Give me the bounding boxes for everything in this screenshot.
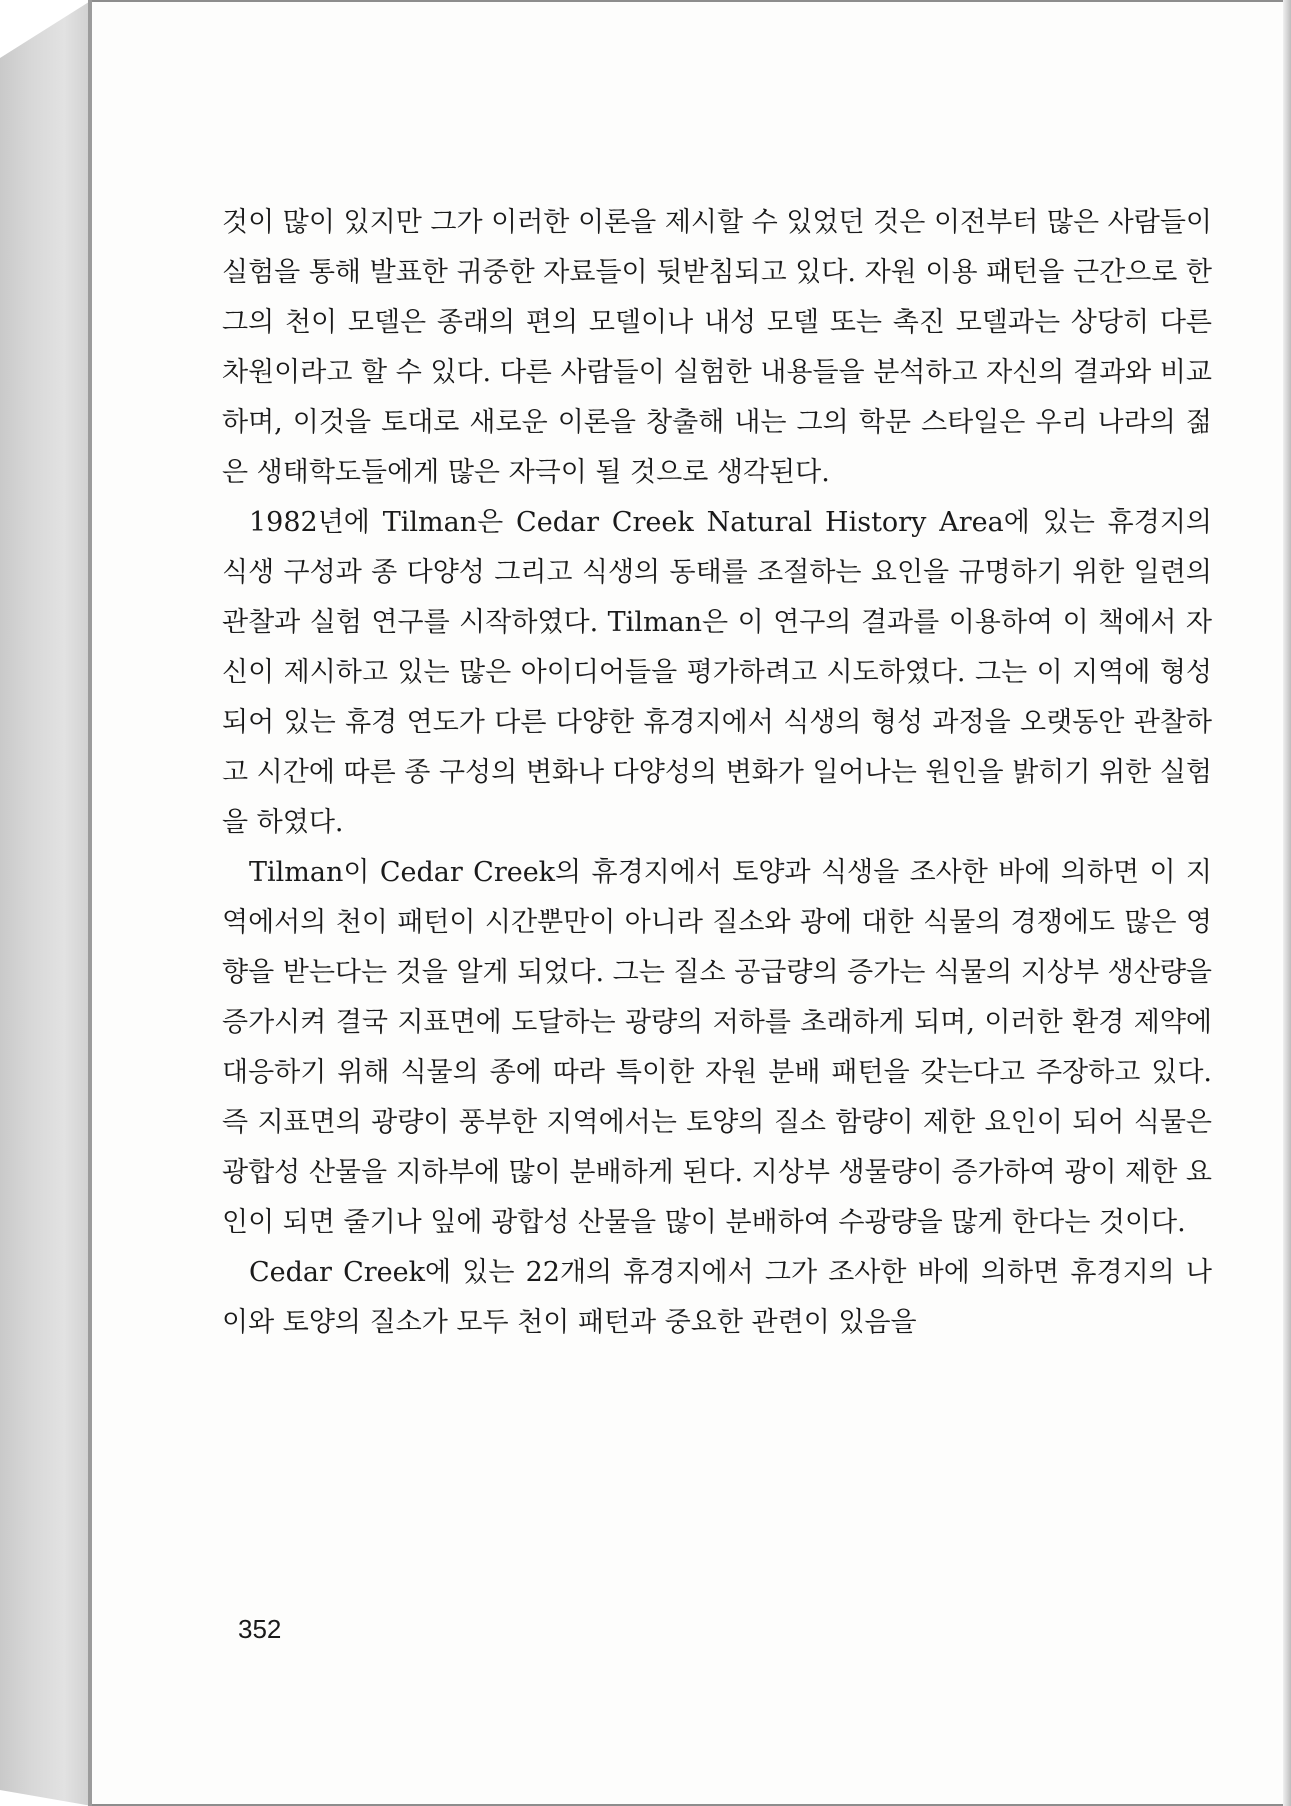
book-spine — [0, 0, 92, 1806]
page-right-edge — [1283, 0, 1291, 1806]
paragraph-1: 것이 많이 있지만 그가 이러한 이론을 제시할 수 있었던 것은 이전부터 많은 사람들이 실험을 통해 발표한 귀중한 자료들이 뒷받침되고 있다. 자원 이용 패턴을 근간으로 한 그의 천이 모델은 종래의 편의 모델이나 내성 모델 또는 촉진 모델과는 상당히 다른 차원이라고 할 수 있다. 다른 사람들이 실험한 내용들을 분석하고 자신의 결과와 비교하며, 이것을 토대로 새로운 이론을 창출해 내는 그의 학문 스타일은 우리 나라의 젊은 생태학도들에게 많은 자극이 될 것으로 생각된다. — [222, 207, 1212, 488]
paragraph-3: Tilman이 Cedar Creek의 휴경지에서 토양과 식생을 조사한 바에 의하면 이 지역에서의 천이 패턴이 시간뿐만이 아니라 질소와 광에 대한 식물의 경쟁에도 많은 영향을 받는다는 것을 알게 되었다. 그는 질소 공급량의 증가는 식물의 지상부 생산량을 증가시켜 결국 지표면에 도달하는 광량의 저하를 초래하게 되며, 이러한 환경 제약에 대응하기 위해 식물의 종에 따라 특이한 자원 분배 패턴을 갖는다고 주장하고 있다. 즉 지표면의 광량이 풍부한 지역에서는 토양의 질소 함량이 제한 요인이 되어 식물은 광합성 산물을 지하부에 많이 분배하게 된다. 지상부 생물량이 증가하여 광이 제한 요인이 되면 줄기나 잎에 광합성 산물을 많이 분배하여 수광량을 많게 한다는 것이다. — [222, 857, 1212, 1238]
paragraph-2: 1982년에 Tilman은 Cedar Creek Natural History Area에 있는 휴경지의 식생 구성과 종 다양성 그리고 식생의 동태를 조절하는 요인을 규명하기 위한 일련의 관찰과 실험 연구를 시작하였다. Tilman은 이 연구의 결과를 이용하여 이 책에서 자신이 제시하고 있는 많은 아이디어들을 평가하려고 시도하였다. 그는 이 지역에 형성되어 있는 휴경 연도가 다른 다양한 휴경지에서 식생의 형성 과정을 오랫동안 관찰하고 시간에 따른 종 구성의 변화나 다양성의 변화가 일어나는 원인을 밝히기 위한 실험을 하였다. — [222, 507, 1212, 838]
book-page — [92, 0, 1283, 1806]
paragraph-4: Cedar Creek에 있는 22개의 휴경지에서 그가 조사한 바에 의하면 휴경지의 나이와 토양의 질소가 모두 천이 패턴과 중요한 관련이 있음을 — [222, 1257, 1212, 1338]
body-text — [222, 198, 1212, 1348]
page-number: 352 — [238, 1614, 282, 1644]
